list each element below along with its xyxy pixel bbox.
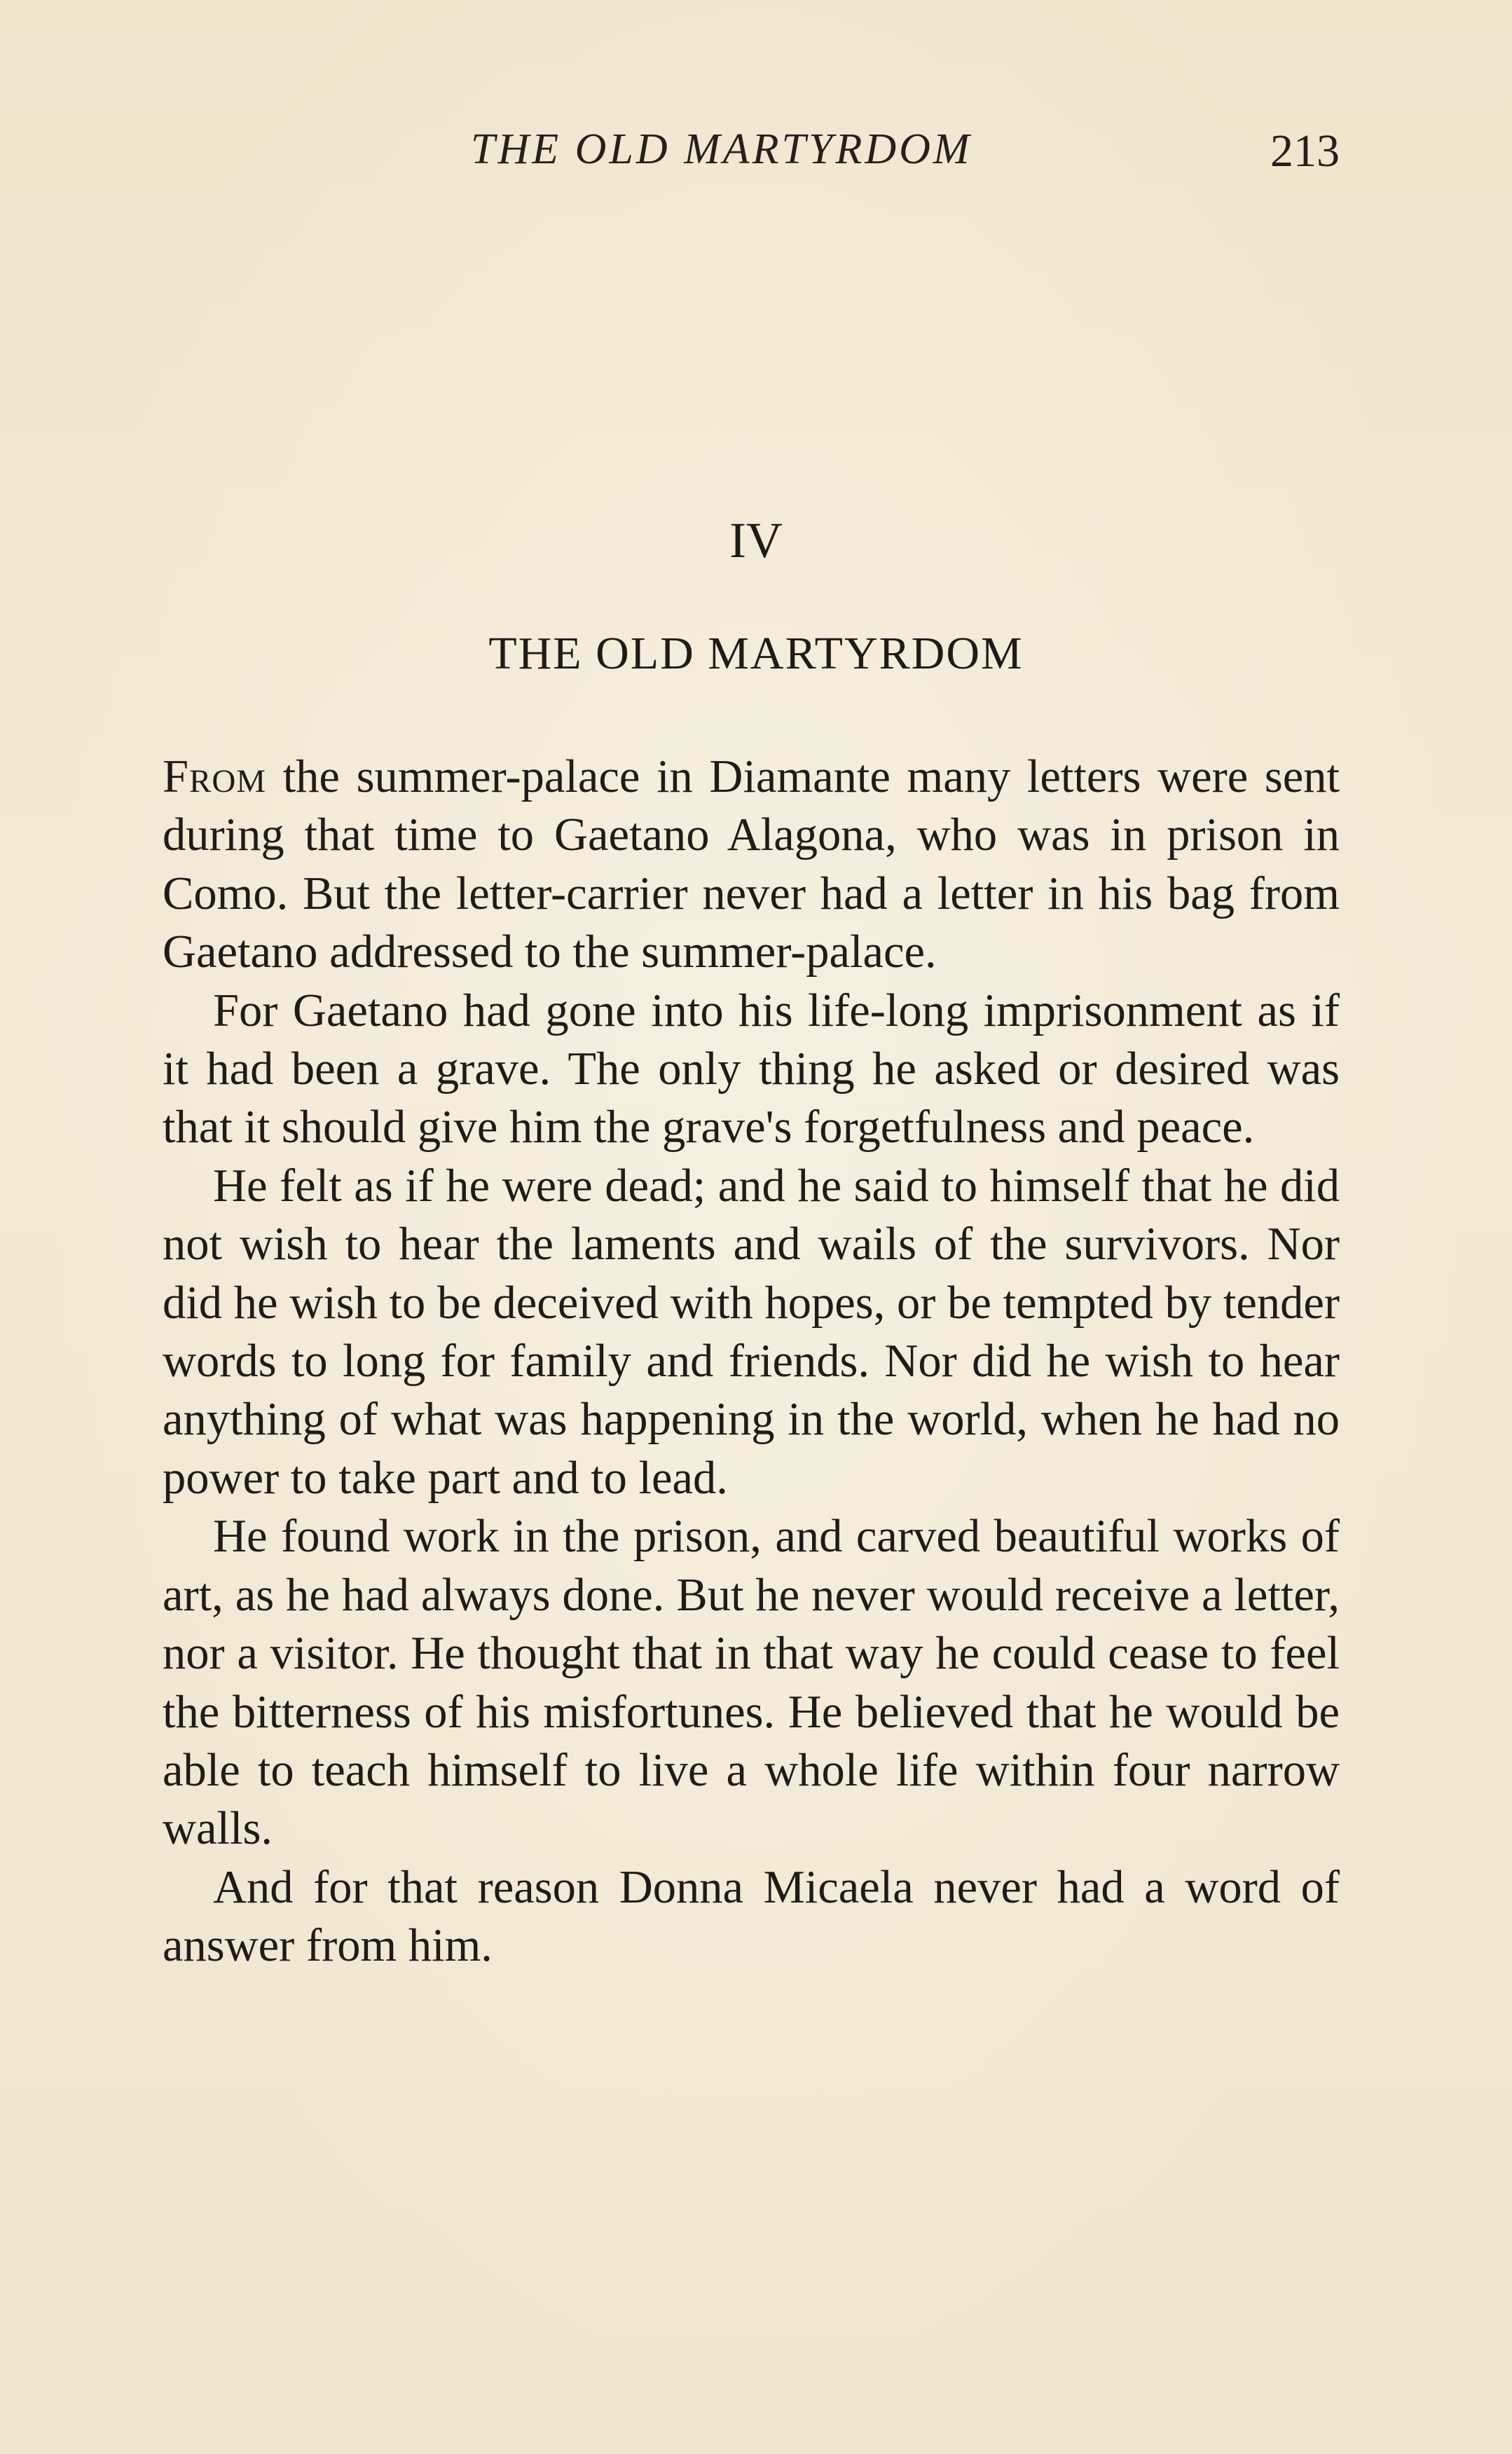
paragraph-1-lead-word: From [163,751,267,802]
running-head [163,125,1340,188]
paragraph-4: He found work in the prison, and carved beautiful works of art, as he had always done. But he never would receive a letter, nor a visitor. He thought that in that way he could cease to feel the bitterness of his misfortunes. He believed that he would be able to teach himself to live a whole life within four narrow walls. [163,1511,1340,1855]
paragraph-5: And for that reason Donna Micaela never had a word of answer from him. [163,1861,1340,1972]
chapter-title: THE OLD MARTYRDOM [488,628,1024,679]
paragraph-1 [163,748,1340,982]
paragraph-1-text: the summer-palace in Diamante many letters were sent during that time to Gaetano Alagona, who was in prison in Como. But the letter-carrier never had a letter in his bag from Gaetano addressed to the summer-palace. [163,751,1340,978]
chapter-number: IV [729,512,783,568]
running-head-title: THE OLD MARTYRDOM [471,125,973,173]
paragraph-2: For Gaetano had gone into his life-long imprisonment as if it had been a grave. The only thing he asked or desired was that it should give him the grave's forgetfulness and peace. [163,985,1340,1153]
chapter-body [163,748,1340,1975]
paragraph-3: He felt as if he were dead; and he said to himself that he did not wish to hear the laments and wails of the survivors. Nor did he wish to be deceived with hopes, or be tempted by tender words to long for family and friends. Nor did he wish to hear anything of what was happening in the world, when he had no power to take part and to lead. [163,1160,1340,1504]
page-number: 213 [1270,125,1340,177]
